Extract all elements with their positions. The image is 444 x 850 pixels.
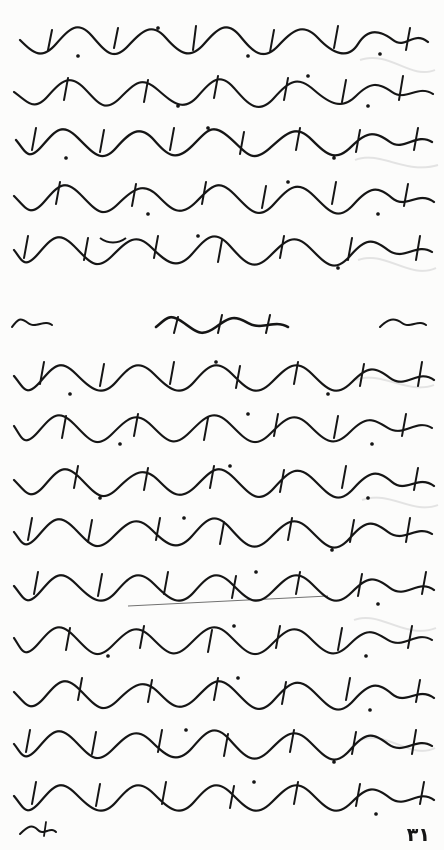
manuscript-line-2: [8, 70, 436, 116]
manuscript-line-5: [8, 230, 436, 276]
manuscript-line-10: [8, 566, 436, 612]
manuscript-line-13: [8, 724, 436, 770]
manuscript-line-7: [8, 408, 436, 454]
manuscript-line-4: [8, 176, 436, 222]
chapter-heading: [8, 311, 436, 339]
manuscript-line-3: [8, 122, 436, 168]
manuscript-line-12: [8, 672, 436, 718]
manuscript-line-9: [8, 512, 436, 558]
manuscript-line-8: [8, 460, 436, 506]
catchword: [16, 820, 60, 842]
manuscript-line-1: [8, 20, 436, 66]
manuscript-line-6: [8, 356, 436, 402]
manuscript-line-11: [8, 620, 436, 666]
page-number: ٣١: [406, 824, 430, 846]
manuscript-line-14: [8, 776, 436, 822]
